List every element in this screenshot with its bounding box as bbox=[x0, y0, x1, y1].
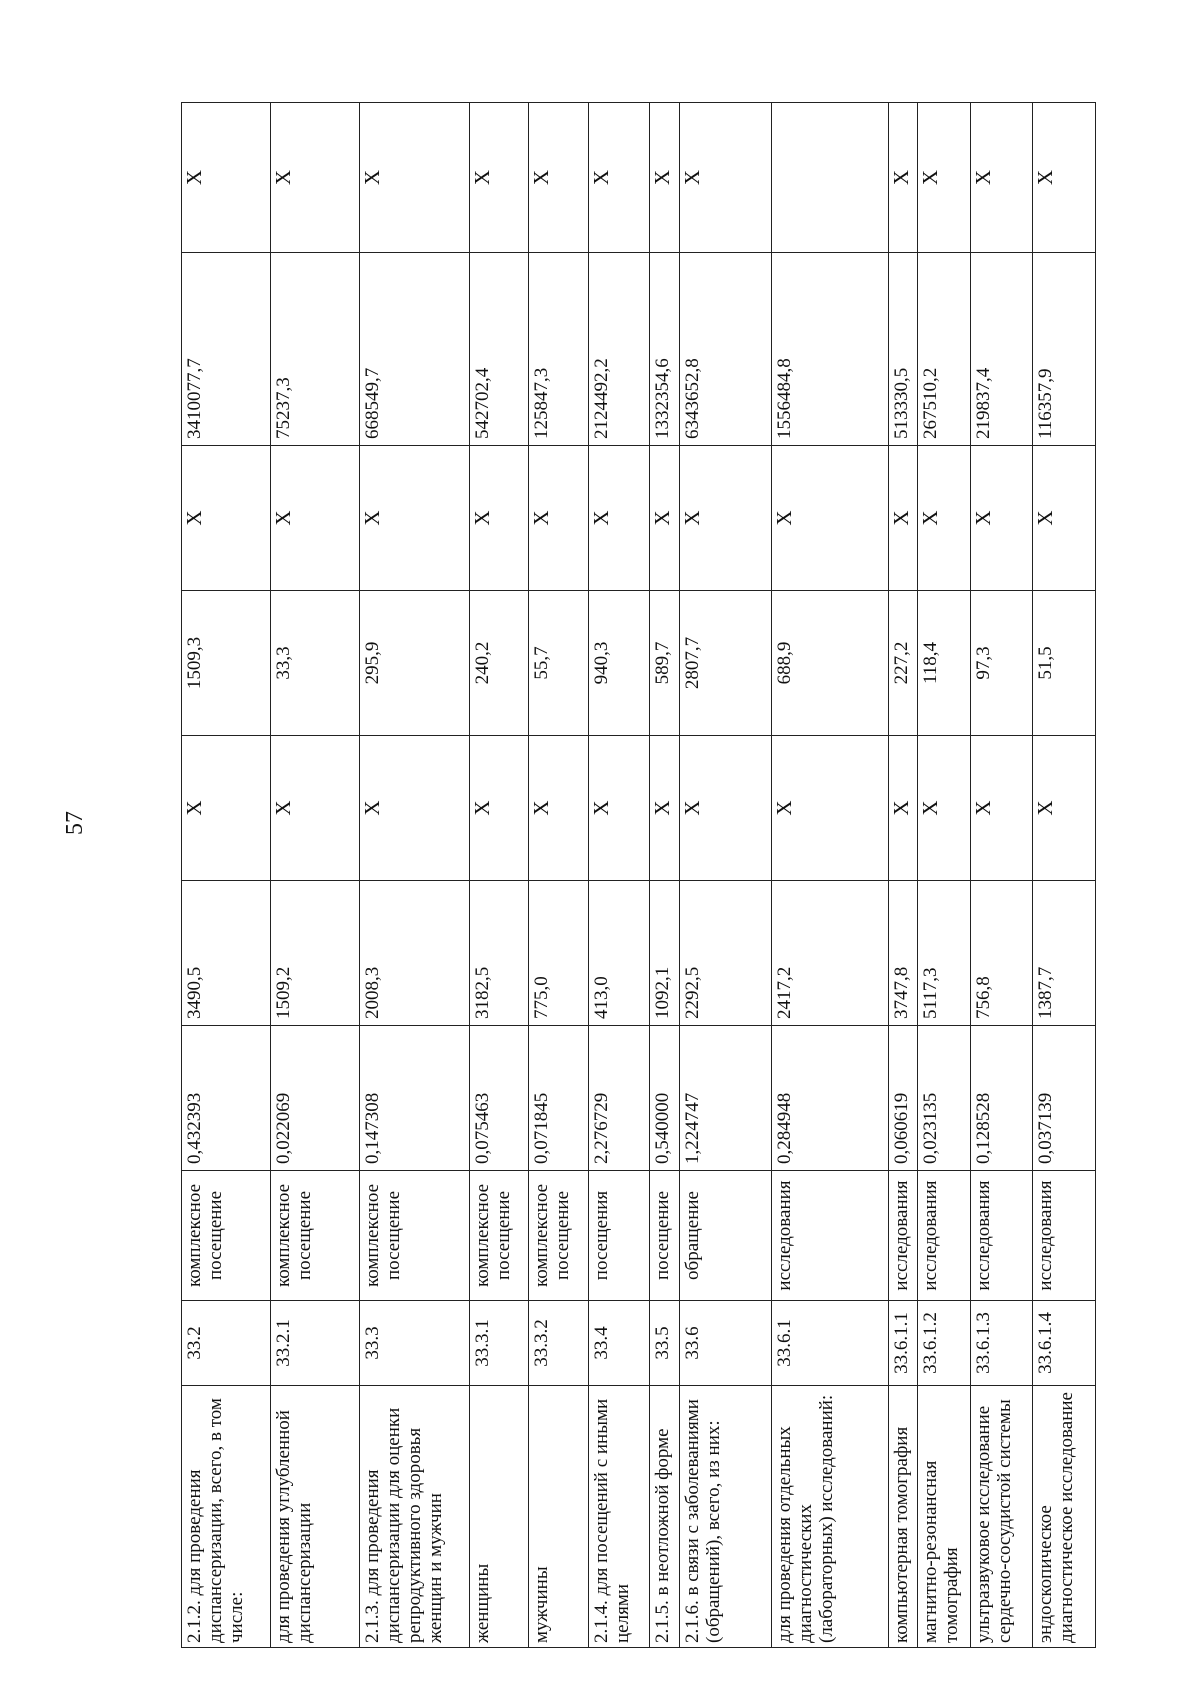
table-row bbox=[679, 103, 771, 1648]
row-value-cell: 2807,7 bbox=[679, 591, 771, 736]
row-x-cell: X bbox=[971, 736, 1033, 881]
row-value-cell: 0,060619 bbox=[888, 1026, 917, 1171]
table-row bbox=[470, 103, 529, 1648]
row-code-cell: 33.6.1 bbox=[771, 1301, 888, 1386]
table-body bbox=[182, 103, 1096, 1648]
row-value-cell: 3747,8 bbox=[888, 881, 917, 1026]
row-x-cell: X bbox=[971, 103, 1033, 253]
table-row bbox=[1032, 103, 1095, 1648]
row-value-cell: 5117,3 bbox=[918, 881, 971, 1026]
page-number: 57 bbox=[62, 811, 88, 835]
row-code-cell: 33.6.1.4 bbox=[1032, 1301, 1095, 1386]
table-row bbox=[359, 103, 469, 1648]
row-value-cell: 1387,7 bbox=[1032, 881, 1095, 1026]
row-x-cell: X bbox=[888, 103, 917, 253]
row-x-cell: X bbox=[270, 736, 359, 881]
row-value-cell: 668549,7 bbox=[359, 253, 469, 446]
row-code-cell: 33.6 bbox=[679, 1301, 771, 1386]
row-x-cell: X bbox=[589, 103, 650, 253]
row-name-cell: для проведения углубленной диспансеризации bbox=[270, 1386, 359, 1648]
row-x-cell: X bbox=[650, 736, 679, 881]
row-value-cell: 0,075463 bbox=[470, 1026, 529, 1171]
row-unit-cell: исследования bbox=[918, 1171, 971, 1301]
row-x-cell: X bbox=[888, 446, 917, 591]
row-name-cell: 2.1.3. для проведения диспансеризации для оценки репродуктивного здоровья женщин и мужчин bbox=[359, 1386, 469, 1648]
row-code-cell: 33.3.1 bbox=[470, 1301, 529, 1386]
row-x-cell: X bbox=[650, 103, 679, 253]
row-value-cell: 688,9 bbox=[771, 591, 888, 736]
row-value-cell: 1,224747 bbox=[679, 1026, 771, 1171]
row-unit-cell: исследования bbox=[771, 1171, 888, 1301]
row-x-cell: X bbox=[270, 103, 359, 253]
row-name-cell: компьютерная томография bbox=[888, 1386, 917, 1648]
row-x-cell: X bbox=[182, 736, 271, 881]
row-code-cell: 33.3 bbox=[359, 1301, 469, 1386]
row-value-cell: 1332354,6 bbox=[650, 253, 679, 446]
row-value-cell: 0,128528 bbox=[971, 1026, 1033, 1171]
row-code-cell: 33.5 bbox=[650, 1301, 679, 1386]
row-value-cell: 125847,3 bbox=[528, 253, 589, 446]
row-value-cell: 3182,5 bbox=[470, 881, 529, 1026]
table-row bbox=[528, 103, 589, 1648]
row-x-cell: X bbox=[470, 736, 529, 881]
row-x-cell: X bbox=[679, 446, 771, 591]
row-value-cell: 2008,3 bbox=[359, 881, 469, 1026]
row-value-cell: 0,071845 bbox=[528, 1026, 589, 1171]
row-name-cell: 2.1.5. в неотложной форме bbox=[650, 1386, 679, 1648]
row-code-cell: 33.6.1.1 bbox=[888, 1301, 917, 1386]
row-value-cell: 2292,5 bbox=[679, 881, 771, 1026]
row-value-cell: 756,8 bbox=[971, 881, 1033, 1026]
row-value-cell: 33,3 bbox=[270, 591, 359, 736]
row-x-cell: X bbox=[650, 446, 679, 591]
row-name-cell: женщины bbox=[470, 1386, 529, 1648]
row-x-cell: X bbox=[270, 446, 359, 591]
row-value-cell: 0,147308 bbox=[359, 1026, 469, 1171]
row-code-cell: 33.2 bbox=[182, 1301, 271, 1386]
row-value-cell: 413,0 bbox=[589, 881, 650, 1026]
row-x-cell: X bbox=[359, 736, 469, 881]
row-value-cell: 227,2 bbox=[888, 591, 917, 736]
row-value-cell: 240,2 bbox=[470, 591, 529, 736]
row-name-cell: 2.1.6. в связи с заболеваниями (обращений), всего, из них: bbox=[679, 1386, 771, 1648]
row-unit-cell: исследования bbox=[971, 1171, 1033, 1301]
row-code-cell: 33.4 bbox=[589, 1301, 650, 1386]
row-name-cell: магнитно-резонансная томография bbox=[918, 1386, 971, 1648]
row-x-cell: X bbox=[679, 103, 771, 253]
row-value-cell: 1092,1 bbox=[650, 881, 679, 1026]
row-unit-cell: комплексное посещение bbox=[528, 1171, 589, 1301]
row-x-cell: X bbox=[918, 103, 971, 253]
row-unit-cell: исследования bbox=[1032, 1171, 1095, 1301]
row-value-cell: 6343652,8 bbox=[679, 253, 771, 446]
row-x-cell: X bbox=[971, 446, 1033, 591]
row-unit-cell: посещения bbox=[589, 1171, 650, 1301]
row-value-cell: 1509,2 bbox=[270, 881, 359, 1026]
row-value-cell: 775,0 bbox=[528, 881, 589, 1026]
data-table-rotated bbox=[181, 103, 1096, 1648]
table-row bbox=[771, 103, 888, 1648]
row-value-cell: 513330,5 bbox=[888, 253, 917, 446]
row-value-cell: 219837,4 bbox=[971, 253, 1033, 446]
row-x-cell: X bbox=[528, 446, 589, 591]
row-value-cell: 2417,2 bbox=[771, 881, 888, 1026]
row-value-cell: 116357,9 bbox=[1032, 253, 1095, 446]
row-value-cell: 75237,3 bbox=[270, 253, 359, 446]
row-unit-cell: исследования bbox=[888, 1171, 917, 1301]
row-x-cell: X bbox=[528, 103, 589, 253]
row-name-cell: 2.1.4. для посещений с иными целями bbox=[589, 1386, 650, 1648]
row-value-cell: 2124492,2 bbox=[589, 253, 650, 446]
row-unit-cell: комплексное посещение bbox=[470, 1171, 529, 1301]
row-x-cell: X bbox=[771, 446, 888, 591]
table-row bbox=[888, 103, 917, 1648]
row-value-cell: 97,3 bbox=[971, 591, 1033, 736]
row-x-cell: X bbox=[888, 736, 917, 881]
row-value-cell: 3410077,7 bbox=[182, 253, 271, 446]
row-unit-cell: обращение bbox=[679, 1171, 771, 1301]
row-value-cell: 0,022069 bbox=[270, 1026, 359, 1171]
row-value-cell: 940,3 bbox=[589, 591, 650, 736]
data-table bbox=[181, 102, 1096, 1648]
row-value-cell: 0,432393 bbox=[182, 1026, 271, 1171]
row-x-cell: X bbox=[1032, 103, 1095, 253]
row-x-cell bbox=[771, 103, 888, 253]
row-value-cell: 55,7 bbox=[528, 591, 589, 736]
row-x-cell: X bbox=[182, 446, 271, 591]
row-value-cell: 118,4 bbox=[918, 591, 971, 736]
table-row bbox=[918, 103, 971, 1648]
row-value-cell: 0,037139 bbox=[1032, 1026, 1095, 1171]
row-x-cell: X bbox=[1032, 736, 1095, 881]
row-value-cell: 267510,2 bbox=[918, 253, 971, 446]
row-x-cell: X bbox=[771, 736, 888, 881]
row-name-cell: эндоскопическое диагностическое исследование bbox=[1032, 1386, 1095, 1648]
row-code-cell: 33.2.1 bbox=[270, 1301, 359, 1386]
row-x-cell: X bbox=[359, 103, 469, 253]
row-x-cell: X bbox=[359, 446, 469, 591]
row-unit-cell: комплексное посещение bbox=[270, 1171, 359, 1301]
row-value-cell: 0,540000 bbox=[650, 1026, 679, 1171]
row-x-cell: X bbox=[679, 736, 771, 881]
row-unit-cell: комплексное посещение bbox=[359, 1171, 469, 1301]
row-code-cell: 33.6.1.3 bbox=[971, 1301, 1033, 1386]
row-code-cell: 33.6.1.2 bbox=[918, 1301, 971, 1386]
row-x-cell: X bbox=[589, 446, 650, 591]
table-row bbox=[182, 103, 271, 1648]
row-name-cell: мужчины bbox=[528, 1386, 589, 1648]
row-value-cell: 1556484,8 bbox=[771, 253, 888, 446]
row-x-cell: X bbox=[470, 103, 529, 253]
row-unit-cell: посещение bbox=[650, 1171, 679, 1301]
row-value-cell: 295,9 bbox=[359, 591, 469, 736]
row-value-cell: 542702,4 bbox=[470, 253, 529, 446]
row-value-cell: 0,284948 bbox=[771, 1026, 888, 1171]
row-x-cell: X bbox=[182, 103, 271, 253]
table-row bbox=[589, 103, 650, 1648]
table-row bbox=[971, 103, 1033, 1648]
row-name-cell: для проведения отдельных диагностических (лабораторных) исследований: bbox=[771, 1386, 888, 1648]
row-x-cell: X bbox=[589, 736, 650, 881]
row-value-cell: 51,5 bbox=[1032, 591, 1095, 736]
row-value-cell: 3490,5 bbox=[182, 881, 271, 1026]
row-value-cell: 589,7 bbox=[650, 591, 679, 736]
row-name-cell: 2.1.2. для проведения диспансеризации, всего, в том числе: bbox=[182, 1386, 271, 1648]
row-x-cell: X bbox=[918, 736, 971, 881]
row-name-cell: ультразвуковое исследование сердечно-сосудистой системы bbox=[971, 1386, 1033, 1648]
table-row bbox=[650, 103, 679, 1648]
row-x-cell: X bbox=[528, 736, 589, 881]
row-x-cell: X bbox=[918, 446, 971, 591]
row-value-cell: 0,023135 bbox=[918, 1026, 971, 1171]
row-code-cell: 33.3.2 bbox=[528, 1301, 589, 1386]
row-unit-cell: комплексное посещение bbox=[182, 1171, 271, 1301]
row-value-cell: 2,276729 bbox=[589, 1026, 650, 1171]
row-x-cell: X bbox=[470, 446, 529, 591]
table-row bbox=[270, 103, 359, 1648]
row-x-cell: X bbox=[1032, 446, 1095, 591]
row-value-cell: 1509,3 bbox=[182, 591, 271, 736]
